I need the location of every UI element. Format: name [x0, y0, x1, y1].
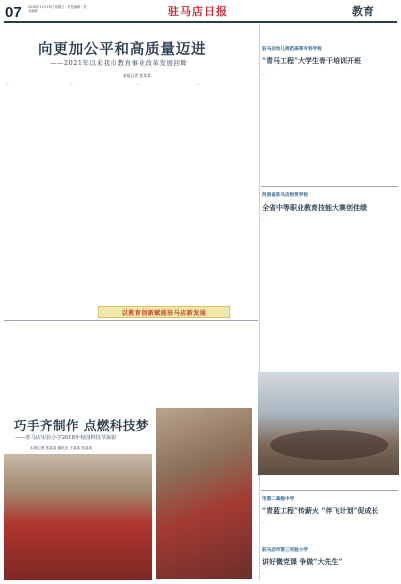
- ceremony-photo: [258, 372, 399, 475]
- lead-column-1: …: [6, 82, 10, 86]
- lead-headline: 向更加公平和高质量迈进: [38, 41, 207, 58]
- lead-subheadline: ——2021年以来我市教育事业改革发展回眸: [50, 59, 188, 67]
- article-headline: “青蓝工程”传薪火 “伴飞计划”促成长: [262, 506, 379, 515]
- slogan-banner: 以教育创新赋能驻马店新发展: [98, 306, 230, 318]
- feature-body: …: [204, 410, 208, 414]
- article-headline: 全省中等职业教育技能大赛创佳绩: [262, 203, 367, 212]
- article-tag: 驻马店幼儿师范高等专科学校: [262, 47, 322, 52]
- article-rule: [261, 490, 398, 491]
- lead-byline: 本报记者 郭某某: [123, 73, 151, 78]
- lead-column-3: …: [136, 82, 140, 86]
- newspaper-logo: 驻马店日报: [168, 5, 228, 18]
- article-body: …: [262, 520, 266, 524]
- column-divider: [259, 24, 260, 580]
- article-body: …: [262, 218, 266, 222]
- feature-headline: 巧手齐制作 点燃科技梦: [14, 418, 149, 433]
- article-headline: “青马工程”大学生骨干培训开班: [262, 56, 362, 65]
- article-tag: 市第二高级中学: [262, 497, 295, 502]
- section-name: 教育: [352, 5, 374, 18]
- article-headline: 讲好微党课 争做“大先生”: [262, 557, 343, 566]
- section-rule: [4, 320, 258, 321]
- photo-caption: …: [258, 476, 261, 480]
- feature-photo-left: [4, 454, 152, 580]
- date-info: 2018年11月16日 星期五 · 责任编辑 · 美术编辑: [28, 5, 87, 13]
- masthead-rule: [4, 21, 397, 23]
- article-body: …: [262, 571, 266, 575]
- article-tag: 驻马店市第三实验小学: [262, 548, 308, 553]
- article-tag: 河南省驻马店财贸学校: [262, 193, 308, 198]
- feature-byline: 本报记者 郭某某 通讯员 王某某 张某某: [30, 446, 93, 450]
- feature-subheadline: ——驻马店实验小学2018年校园科技节掠影: [15, 435, 117, 441]
- lead-column-4: …: [196, 82, 200, 86]
- lead-column-2: …: [70, 82, 74, 86]
- article-rule: [261, 186, 398, 187]
- page-number: 07: [5, 4, 22, 21]
- article-body: …: [262, 72, 266, 76]
